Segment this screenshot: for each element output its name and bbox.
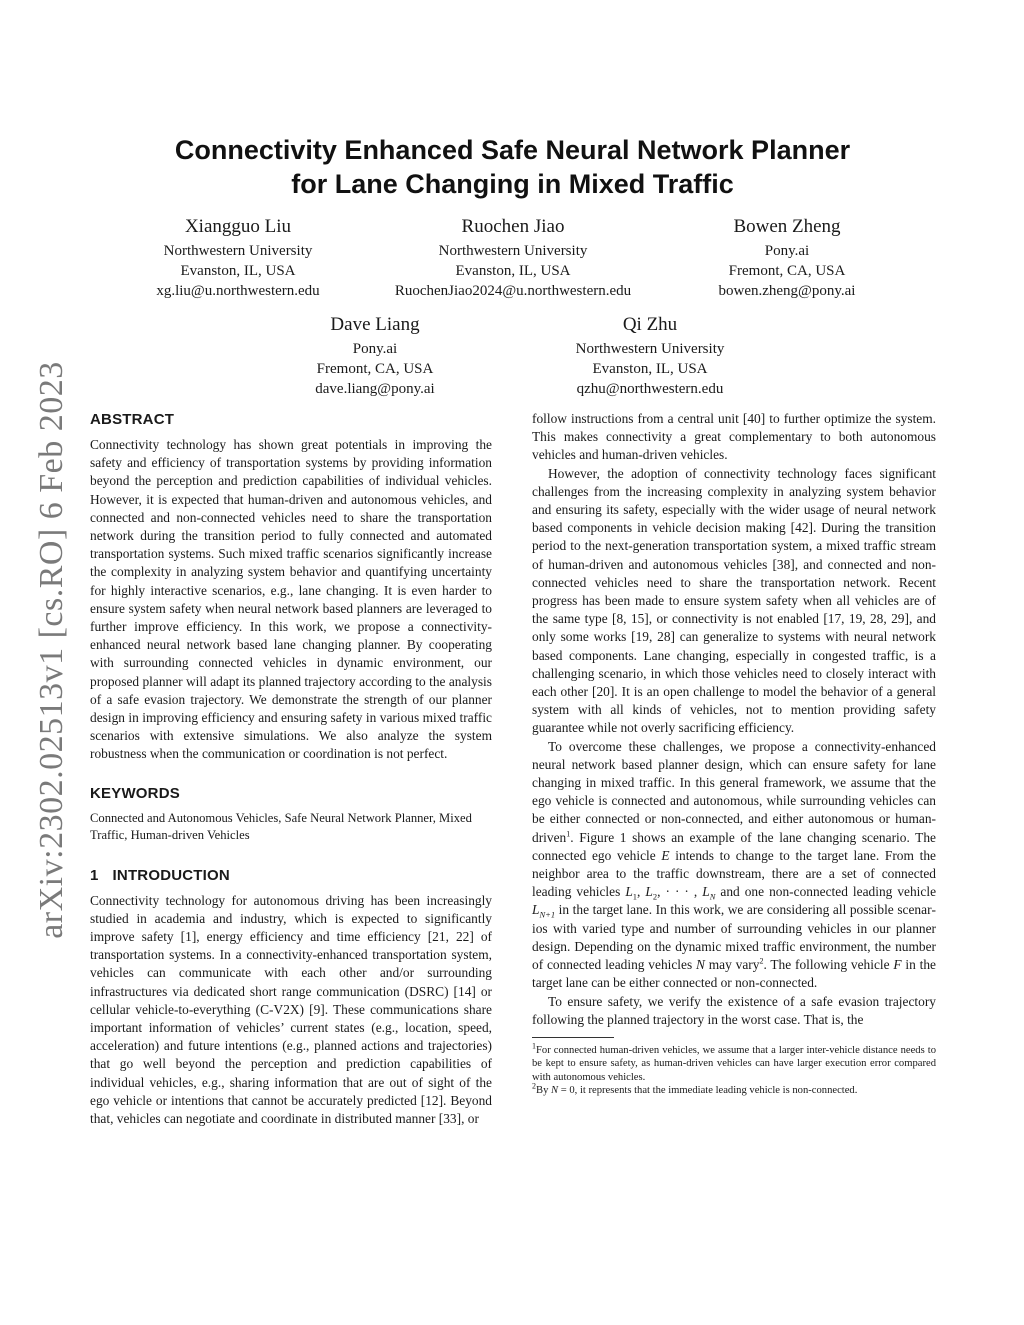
author-location: Evanston, IL, USA bbox=[592, 361, 708, 377]
author-block-5 bbox=[548, 312, 752, 399]
author-location: Fremont, CA, USA bbox=[316, 361, 434, 377]
right-column bbox=[532, 410, 936, 1098]
author-email: qzhu@northwestern.edu bbox=[576, 381, 724, 397]
introduction-heading bbox=[90, 866, 492, 886]
author-email: dave.liang@pony.ai bbox=[315, 381, 435, 397]
author-block-4 bbox=[290, 312, 460, 399]
author-name: Dave Liang bbox=[330, 314, 420, 335]
paper-title-line-2: for Lane Changing in Mixed Traffic bbox=[291, 169, 734, 199]
author-name: Bowen Zheng bbox=[733, 216, 841, 237]
paper-title-line-1: Connectivity Enhanced Safe Neural Network Planner bbox=[174, 135, 851, 165]
author-name: Xiangguo Liu bbox=[184, 216, 292, 237]
math-var-F: F bbox=[893, 957, 902, 973]
author-affiliation: Pony.ai bbox=[352, 341, 398, 357]
section-number: 1 bbox=[90, 866, 99, 884]
footnote-1-marker: 1 bbox=[566, 829, 571, 839]
intro-paragraph-1: Connectivity technology for autonomous driving has been increasingly studied in academia and industry, which is expected to significantly improve safety [1], energy efficiency and time efficiency [21, 22] of transportation systems. In a connectivity-enhanced transportation system, vehicles can communicate with each other and/or surrounding infrastructures via dedicated short range communication (DSRC) [14] or cellular vehicle-to-everything (C-V2X) [9]. These communications share important information of vehicles’ current states (e.g., location, speed, acceleration) and future intentions (e.g., planned actions and trajectories) that go well beyond the perception and prediction capabilities of individual vehicles, e.g., sharing information that are out of sight of the ego vehicle or intentions that cannot be accurately predicted [12]. Beyond that, vehicles can negotiate and coordinate in distributed manner [33], or bbox=[90, 892, 492, 1127]
math-var-N: N bbox=[696, 957, 705, 973]
author-affiliation: Northwestern University bbox=[575, 341, 725, 357]
footnote-2-marker: 2 bbox=[759, 956, 764, 966]
intro-paragraph-1-continued: follow instructions from a central unit [40] to further optimize the system. This makes connectivity a great complementary to both autonomous vehicles and human-driven vehicles. bbox=[532, 411, 936, 463]
abstract-heading: ABSTRACT bbox=[90, 411, 175, 428]
author-affiliation: Northwestern University bbox=[438, 243, 588, 259]
author-location: Evanston, IL, USA bbox=[180, 263, 296, 279]
intro-paragraph-4: To ensure safety, we verify the existence of a safe evasion trajectory following the planned trajectory in the worst case. That is, the bbox=[532, 993, 936, 1027]
author-name: Qi Zhu bbox=[622, 314, 678, 335]
section-title: INTRODUCTION bbox=[112, 866, 230, 884]
author-block-3 bbox=[696, 214, 878, 301]
left-column bbox=[90, 410, 492, 1128]
math-var-E: E bbox=[661, 847, 670, 863]
keywords-heading: KEYWORDS bbox=[90, 784, 180, 802]
arxiv-identifier-stamp: arXiv:2302.02513v1 [cs.RO] 6 Feb 2023 bbox=[33, 361, 70, 939]
author-location: Evanston, IL, USA bbox=[455, 263, 571, 279]
author-name: Ruochen Jiao bbox=[461, 216, 565, 237]
author-email: bowen.zheng@pony.ai bbox=[718, 283, 856, 299]
author-location: Fremont, CA, USA bbox=[728, 263, 846, 279]
intro-paragraph-2: However, the adoption of connectivity technology faces significant challenges from the increasing complexity in analyzing system behavior and ensuring its safety, especially with the wider usage of neural network based components in vehicle decision making [42]. During the transition period to the next-generation transportation system, a mixed traffic stream of human-driven and autonomous vehicles [38], and connected and non-connected vehicles need to share the transportation network. Recent progress has been made to ensure system safety when all vehicles are of the same type [8, 15], or connectivity is not enabled [17, 19, 28, 29], and only some works [19, 28] can generalize to systems with neural network based components. Lane changing, especially in congested traffic, is a challenging scenario, in which those vehicles need to closely interact with each other [20]. It is an open challenge to model the behavior of a general system with all kinds of vehicles, not to mention providing safety guarantee while not overly sacrificing efficiency. bbox=[532, 465, 936, 736]
footnote-divider bbox=[532, 1037, 614, 1038]
keywords-text: Connected and Autonomous Vehicles, Safe Neural Network Planner, Mixed Traffic, Human-driven Vehicles bbox=[90, 810, 472, 842]
paper-title bbox=[90, 133, 935, 201]
abstract-text: Connectivity technology has shown great potentials in improving the safety and efficiency of transportation systems by providing information beyond the perception and prediction capabilities of individual vehicles. However, it is expected that human-driven and autonomous vehicles, and connected and non-connected vehicles need to share the transportation network during the transition period to fully connected and automated transportation systems. Such mixed traffic scenarios significantly increase the complexity in analyzing system behavior and quantifying uncertainty for highly interactive scenarios, e.g., lane changing. It is even harder to ensure system safety when neural network based planners are leveraged to further improve efficiency. In this work, we propose a connectivity-enhanced neural network based lane changing planner. By cooperating with surrounding connected vehicles in dynamic environment, our proposed planner will adapt its planned trajectory according to the analysis of a safe evasion trajectory. We demonstrate the strength of our planner design in improving efficiency and ensuring safety in various mixed traffic scenarios with extensive simulations. We also analyze the system robustness when the communication or coordination is not perfect. bbox=[90, 437, 492, 762]
footnote-1: $^1$For connected human-driven vehicles, we assume that a larger inter-vehicle distance needs to be kept to ensure safety, as human-driven vehicles can have larger execution error compared with autonomous vehicles. bbox=[532, 1041, 936, 1083]
author-email: RuochenJiao2024@u.northwestern.edu bbox=[394, 283, 632, 299]
footnote-2: $^2$By N = 0, it represents that the immediate leading vehicle is non-connected. bbox=[532, 1081, 858, 1097]
author-affiliation: Pony.ai bbox=[764, 243, 810, 259]
author-email: xg.liu@u.northwestern.edu bbox=[156, 283, 320, 299]
author-block-1 bbox=[138, 214, 338, 301]
intro-paragraph-3: To overcome these challenges, we propose a connectivity-enhanced neural network based planner design, which can ensure safety for lane changing in mixed traffic. In this general framework, we assume that the ego vehicle is connected and autonomous, while surrounding vehicles can be either connected or non-connected, and either autonomous or human-driven$^1$. Figure 1 shows an example of the lane changing scenario. The connected ego vehicle E intends to change to the target lane. From the neighbor area to the traffic downstream, there are a set of connected leading vehicles $L_1$, $L_2$, · · · , $L_N$ and one non-connected leading vehicle $L_{N+1}$ in the target lane. In this work, we are considering all possible scenarios with varied type and number of surrounding vehicles in our planner design. Depending on the dynamic mixed traffic environment, the number of connected leading vehicles N may vary$^2$. The following vehicle F in the target lane can be either connected or non-connected. bbox=[532, 738, 937, 991]
author-block-2 bbox=[373, 214, 653, 301]
author-affiliation: Northwestern University bbox=[163, 243, 313, 259]
